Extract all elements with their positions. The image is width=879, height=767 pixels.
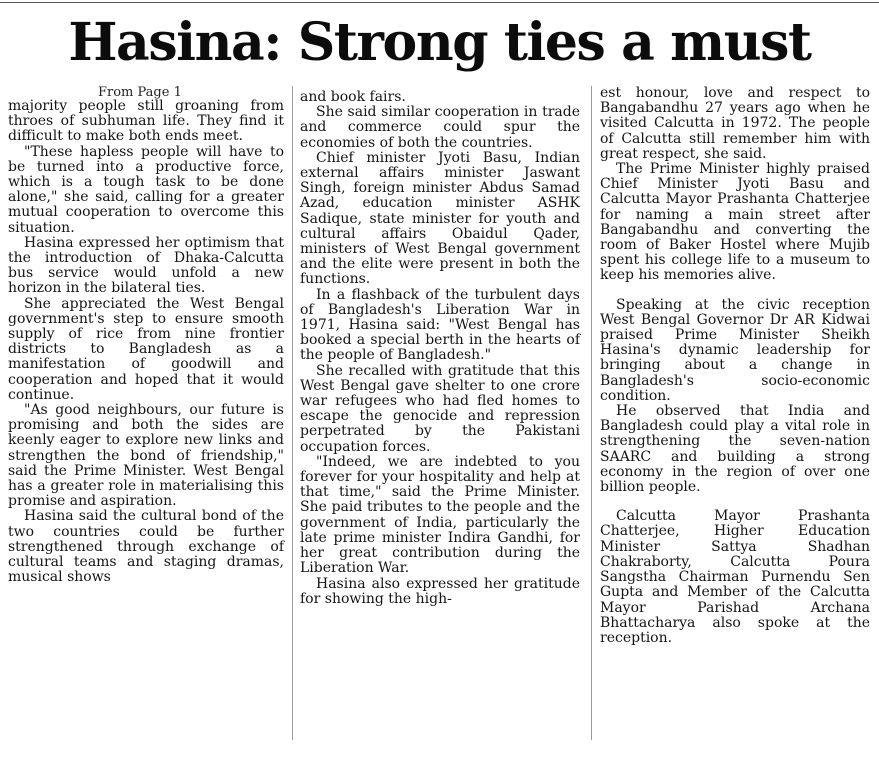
paragraph: She recalled with gratitude that this West Bengal gave shelter to one crore war refugees who had fled homes to escape the genocide and repression perpetrated by the Pakistani occupation forces.: [300, 362, 580, 455]
paragraph: Hasina said the cultural bond of the two countries could be further strengthened through exchange of cultural teams and staging dramas, musical shows: [8, 508, 284, 586]
article-column-1: [8, 86, 284, 586]
paragraph: She appreciated the West Bengal government's step to ensure smooth supply of rice from nine frontier districts to Bangladesh as a manifestation of goodwill and cooperation and hoped that it would continue.: [8, 295, 284, 403]
paragraph: est honour, love and respect to Bangabandhu 27 years ago when he visited Calcutta in 1972. The people of Calcutta still remember him with great respect, she said.: [600, 85, 870, 162]
article-column-2: [300, 90, 580, 607]
paragraph: Hasina expressed her optimism that the introduction of Dhaka-Calcutta bus service would unfold a new horizon in the bilateral ties.: [8, 234, 284, 297]
paragraph: Hasina also expressed her gratitude for showing the high-: [300, 575, 580, 607]
paragraph: "These hapless people will have to be turned into a productive force, which is a tough task to be done alone," she said, calling for a greater mutual cooperation to overcome this situation.: [8, 143, 284, 236]
paragraph: "As good neighbours, our future is promising and both the sides are keenly eager to explore new links and strengthen the bond of friendship," said the Prime Minister. West Bengal has a greater role in materialising this promise and aspiration.: [8, 402, 284, 510]
article-column-3: [600, 86, 870, 646]
column-divider: [292, 86, 293, 740]
headline: Hasina: Strong ties a must: [68, 12, 811, 73]
paragraph: He observed that India and Bangladesh could play a vital role in strengthening the seven-nation SAARC and building a strong economy in the region of over one billion people.: [600, 403, 870, 496]
paragraph: The Prime Minister highly praised Chief Minister Jyoti Basu and Calcutta Mayor Prashanta Chatterjee for naming a main street after Bangabandhu and converting the room of Baker Hostel where Mujib spent his college life to a museum to keep his memories alive.: [600, 161, 870, 284]
paragraph: Calcutta Mayor Prashanta Chatterjee, Higher Education Minister Sattya Shadhan Chakraborty, Calcutta Poura Sangstha Chairman Purnendu Sen Gupta and Member of the Calcutta Mayor Parishad Archana Bhattacharya also spoke at the reception.: [600, 508, 870, 646]
paragraph: majority people still groaning from throes of subhuman life. They find it difficult to make both ends meet.: [8, 98, 284, 145]
paragraph: In a flashback of the turbulent days of Bangladesh's Liberation War in 1971, Hasina said: "West Bengal has booked a special berth in the hearts of the people of Bangladesh.": [300, 286, 580, 364]
paragraph: Chief minister Jyoti Basu, Indian external affairs minister Jaswant Singh, foreign minister Abdus Samad Azad, education minister ASHK Sadique, state minister for youth and cultural affairs Obaidul Qader, ministers of West Bengal government and the elite were present in both the functions.: [300, 149, 580, 288]
column-divider: [591, 86, 592, 740]
paragraph: "Indeed, we are indebted to you forever for your hospitality and help at that time," said the Prime Minister. She paid tributes to the people and the government of India, particularly the late prime minister Indira Gandhi, for her great contribution during the Liberation War.: [300, 453, 580, 577]
paragraph: and book fairs.: [300, 89, 406, 105]
top-rule: [0, 2, 879, 3]
paragraph: Speaking at the civic reception West Bengal Governor Dr AR Kidwai praised Prime Minister Sheikh Hasina's dynamic leadership for bringing about a change in Bangladesh's socio-economic condition.: [600, 296, 870, 404]
jump-line: From Page 1: [98, 85, 182, 100]
paragraph: She said similar cooperation in trade and commerce could spur the economies of both the countries.: [300, 104, 580, 151]
